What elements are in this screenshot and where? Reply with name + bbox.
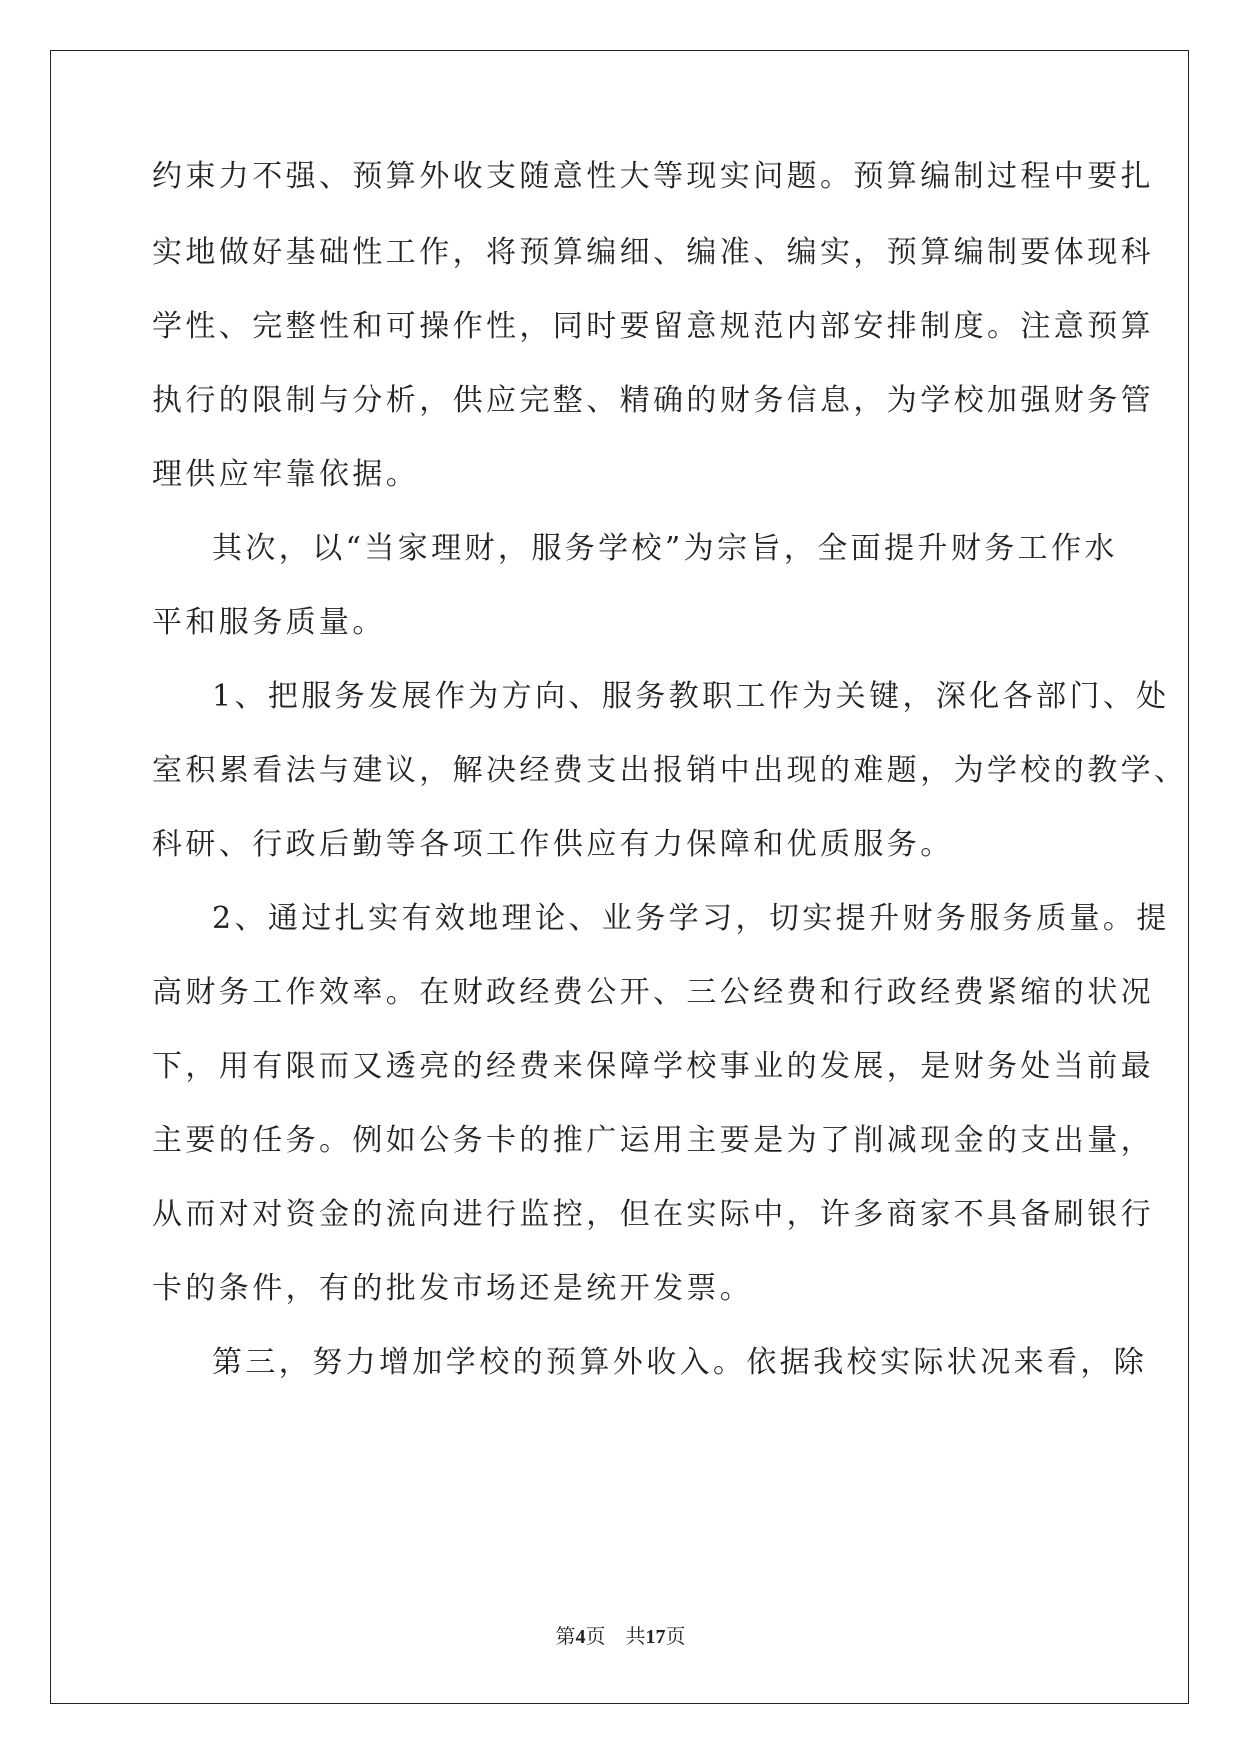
- text-line: 室积累看法与建议，解决经费支出报销中出现的难题，为学校的教学、: [152, 753, 1188, 788]
- text-line: 其次，以“当家理财，服务学校”为宗旨，全面提升财务工作水: [212, 531, 1118, 566]
- text-line: 约束力不强、预算外收支随意性大等现实问题。预算编制过程中要扎: [152, 159, 1154, 194]
- text-line: 执行的限制与分析，供应完整、精确的财务信息，为学校加强财务管: [152, 383, 1154, 418]
- text-line: 卡的条件，有的批发市场还是统开发票。: [152, 1271, 754, 1306]
- total-pages-number: 17: [645, 1626, 666, 1648]
- text-line: 科研、行政后勤等各项工作供应有力保障和优质服务。: [152, 827, 954, 862]
- footer-total-suffix: 页: [665, 1626, 686, 1648]
- page-border: [50, 50, 1189, 1704]
- footer-page-suffix: 页: [585, 1626, 606, 1648]
- text-line: 主要的任务。例如公务卡的推广运用主要是为了削减现金的支出量，: [152, 1123, 1154, 1158]
- text-line: 第三，努力增加学校的预算外收入。依据我校实际状况来看，除: [212, 1345, 1148, 1380]
- text-line: 学性、完整性和可操作性，同时要留意规范内部安排制度。注意预算: [152, 309, 1154, 344]
- text-line: 2、通过扎实有效地理论、业务学习，切实提升财务服务质量。提: [212, 901, 1170, 936]
- text-line: 实地做好基础性工作，将预算编细、编准、编实，预算编制要体现科: [152, 235, 1154, 270]
- text-line: 平和服务质量。: [152, 605, 386, 640]
- text-line: 1、把服务发展作为方向、服务教职工作为关键，深化各部门、处: [212, 679, 1170, 714]
- page-footer: [0, 1620, 1241, 1649]
- footer-total-prefix: 共: [625, 1626, 646, 1648]
- text-line: 从而对对资金的流向进行监控，但在实际中，许多商家不具备刷银行: [152, 1197, 1154, 1232]
- text-line: 高财务工作效率。在财政经费公开、三公经费和行政经费紧缩的状况: [152, 975, 1154, 1010]
- text-line: 下，用有限而又透亮的经费来保障学校事业的发展，是财务处当前最: [152, 1049, 1154, 1084]
- text-line: 理供应牢靠依据。: [152, 457, 420, 492]
- current-page-number: 4: [575, 1626, 586, 1648]
- footer-prefix: 第: [555, 1626, 576, 1648]
